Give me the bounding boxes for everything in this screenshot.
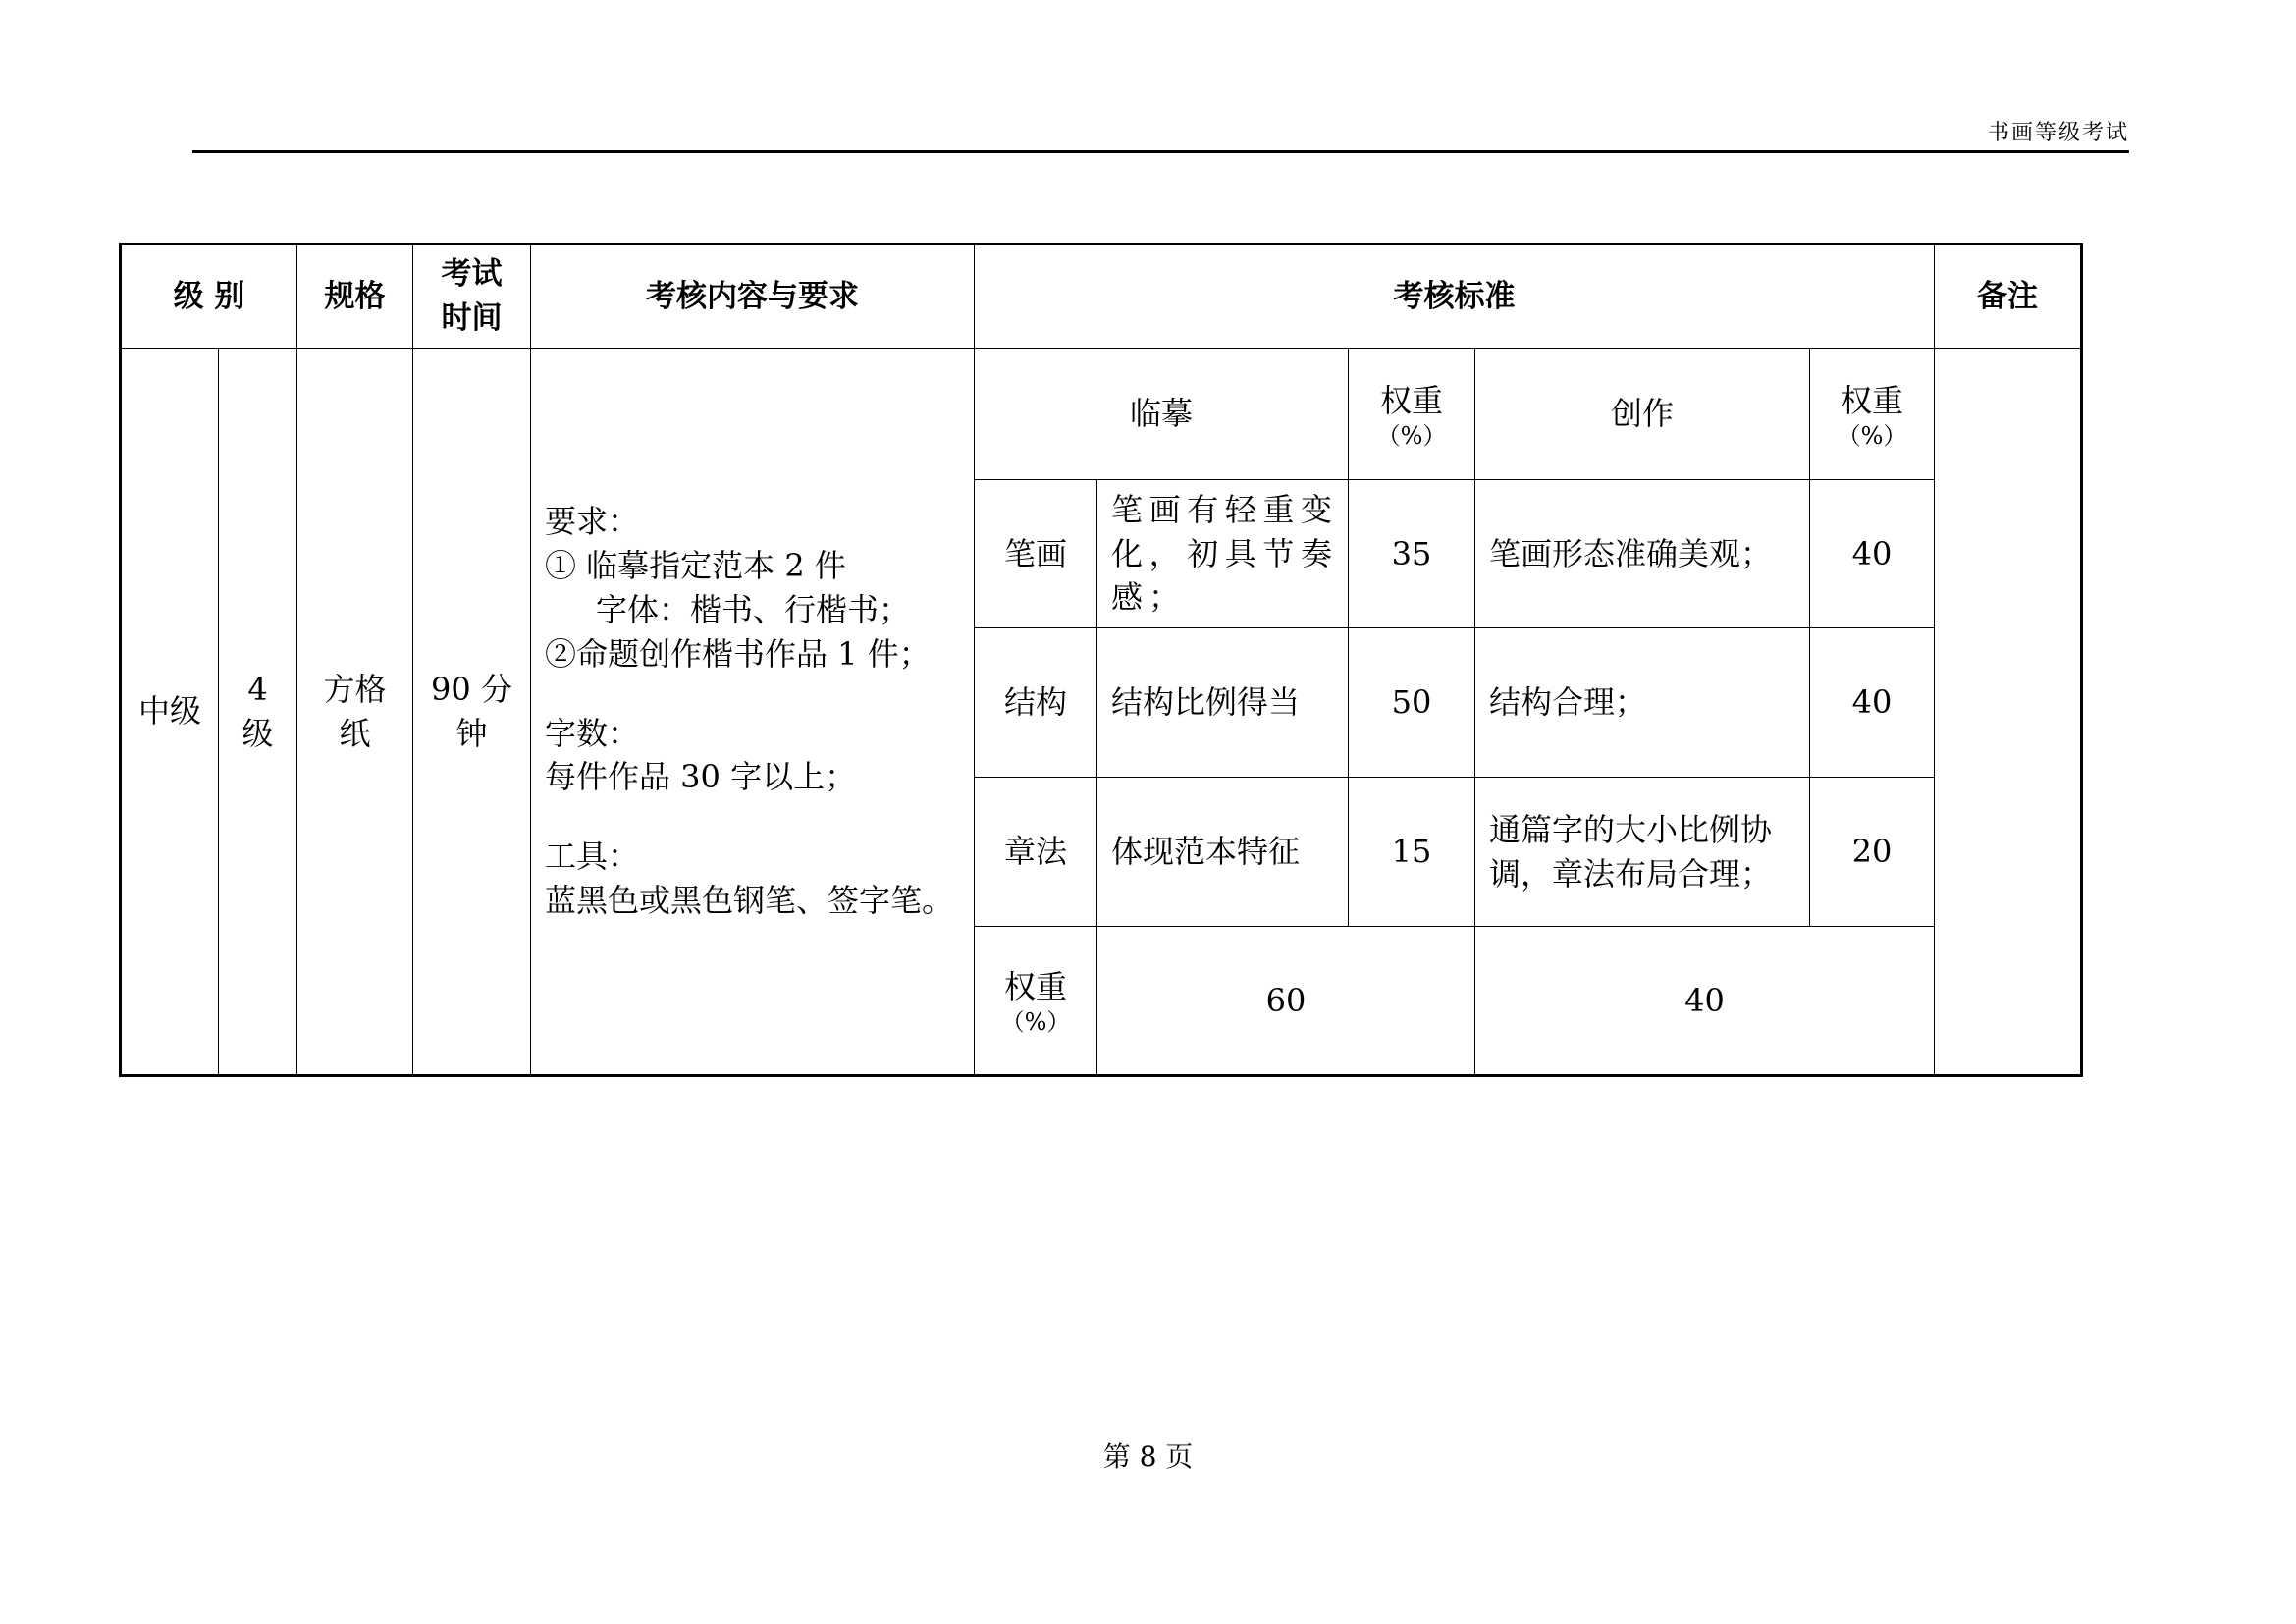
- copy-weight-unit: （%）: [1376, 421, 1447, 450]
- header-row: [121, 244, 2082, 349]
- time-header-line2: 时间: [441, 300, 503, 336]
- time-header-line1: 考试: [441, 256, 503, 293]
- time-cell: [413, 349, 531, 1076]
- tools-label: 工具：: [545, 838, 640, 876]
- time-line2: 钟: [455, 714, 488, 752]
- spec-line1: 方格: [323, 670, 387, 708]
- total-weight-header: [975, 927, 1097, 1076]
- create-subheader: 创作: [1475, 349, 1810, 480]
- total-create-weight: 40: [1475, 927, 1935, 1076]
- page-number: 第 8 页: [1102, 1440, 1194, 1473]
- level-num-cell: [219, 349, 297, 1076]
- copy-criteria-text: 笔画有轻重变化，初具节奏感；: [1097, 480, 1349, 628]
- copy-subheader: 临摹: [975, 349, 1349, 480]
- level-header: 级 别: [121, 244, 297, 349]
- word-count-block: [545, 712, 968, 800]
- header-title: 书画等级考试: [1987, 121, 2129, 145]
- copy-criteria-weight: 15: [1349, 778, 1475, 927]
- exam-standard-table: [119, 243, 2083, 1077]
- create-weight-subheader: [1810, 349, 1935, 480]
- time-line1: 90 分: [431, 670, 512, 708]
- level-num-line2: 级: [241, 714, 274, 752]
- standard-subheader-row: [121, 349, 2082, 480]
- total-copy-weight: 60: [1097, 927, 1475, 1076]
- requirements-label: 要求：: [545, 503, 640, 541]
- criteria-name: 结构: [975, 628, 1097, 778]
- requirement-item-1: ① 临摹指定范本 2 件: [545, 547, 846, 585]
- total-weight-unit: （%）: [1000, 1008, 1071, 1037]
- copy-criteria-weight: 35: [1349, 480, 1475, 628]
- requirement-item-1-font: 字体：楷书、行楷书；: [596, 590, 911, 628]
- remark-cell: [1935, 349, 2082, 1076]
- total-weight-label: 权重: [1003, 968, 1067, 1006]
- remark-header: 备注: [1935, 244, 2082, 349]
- copy-weight-label: 权重: [1379, 381, 1443, 419]
- level-num-line1: 4: [247, 670, 268, 708]
- level-name-cell: 中级: [121, 349, 219, 1076]
- copy-criteria-weight: 50: [1349, 628, 1475, 778]
- create-weight-label: 权重: [1840, 381, 1903, 419]
- create-criteria-weight: 40: [1810, 480, 1935, 628]
- create-weight-unit: （%）: [1837, 421, 1907, 450]
- copy-criteria-text: 结构比例得当: [1097, 628, 1349, 778]
- content-header: 考核内容与要求: [531, 244, 975, 349]
- word-count-text: 每件作品 30 字以上；: [545, 758, 857, 796]
- tools-text: 蓝黑色或黑色钢笔、签字笔。: [545, 881, 954, 919]
- word-count-label: 字数：: [545, 714, 640, 752]
- tools-block: [545, 835, 968, 923]
- create-criteria-text: 通篇字的大小比例协调，章法布局合理；: [1475, 778, 1810, 927]
- create-criteria-weight: 20: [1810, 778, 1935, 927]
- copy-weight-subheader: [1349, 349, 1475, 480]
- create-criteria-weight: 40: [1810, 628, 1935, 778]
- requirements-cell: [531, 349, 975, 1076]
- time-header: [413, 244, 531, 349]
- criteria-name: 笔画: [975, 480, 1097, 628]
- copy-criteria-text: 体现范本特征: [1097, 778, 1349, 927]
- requirement-item-2: ②命题创作楷书作品 1 件；: [545, 634, 931, 673]
- spec-cell: [297, 349, 413, 1076]
- requirements-block: [545, 500, 968, 676]
- spec-line2: 纸: [339, 714, 371, 752]
- criteria-name: 章法: [975, 778, 1097, 927]
- standard-header: 考核标准: [975, 244, 1935, 349]
- create-criteria-text: 笔画形态准确美观；: [1475, 480, 1810, 628]
- create-criteria-text: 结构合理；: [1475, 628, 1810, 778]
- header-rule: [192, 150, 2129, 153]
- spec-header: 规格: [297, 244, 413, 349]
